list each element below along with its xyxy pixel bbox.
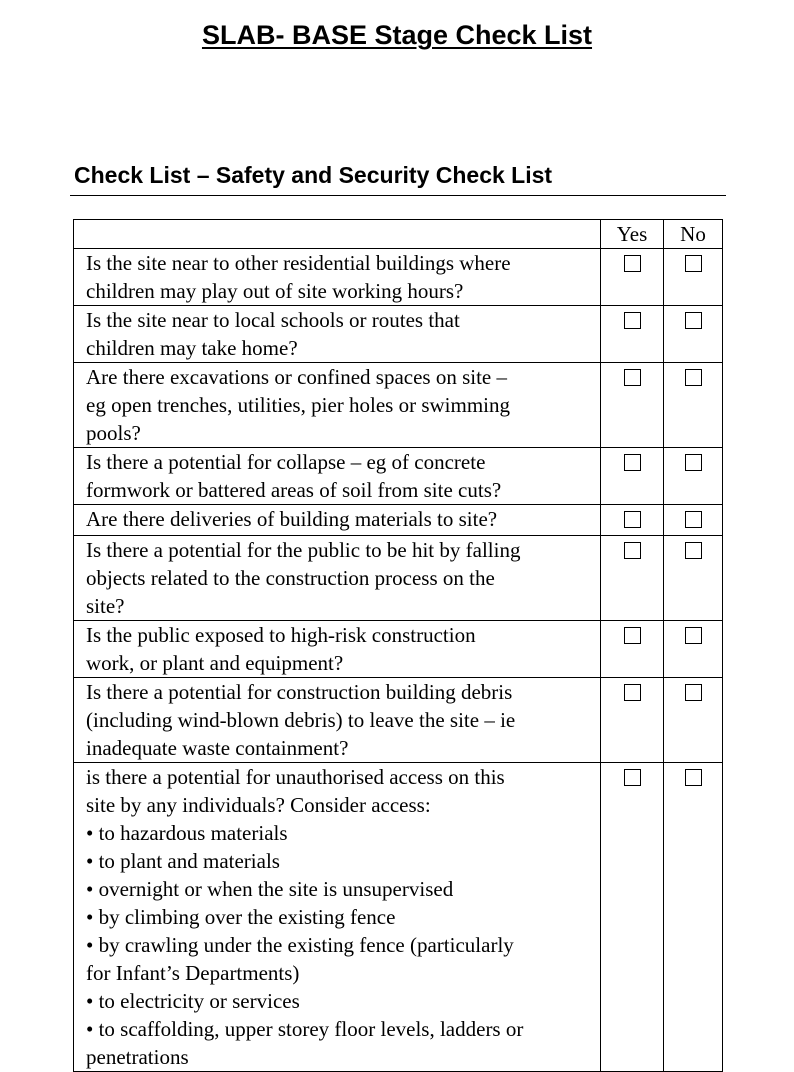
- question-line: Are there deliveries of building materials to site?: [86, 507, 498, 531]
- header-question: [74, 220, 601, 249]
- no-checkbox[interactable]: [685, 769, 702, 786]
- header-row: [74, 220, 723, 249]
- yes-checkbox[interactable]: [624, 627, 641, 644]
- yes-checkbox[interactable]: [624, 542, 641, 559]
- question-cell: [74, 363, 601, 448]
- question-line: formwork or battered areas of soil from site cuts?: [86, 478, 502, 502]
- yes-cell: [601, 678, 664, 763]
- no-cell: [664, 505, 723, 536]
- yes-checkbox[interactable]: [624, 769, 641, 786]
- no-cell: [664, 306, 723, 363]
- question-cell: [74, 249, 601, 306]
- yes-checkbox[interactable]: [624, 369, 641, 386]
- question-line: Is there a potential for construction building debris: [86, 680, 513, 704]
- no-checkbox[interactable]: [685, 255, 702, 272]
- yes-cell: [601, 448, 664, 505]
- question-cell: [74, 505, 601, 536]
- question-line: • to scaffolding, upper storey floor levels, ladders or: [86, 1017, 524, 1041]
- yes-checkbox[interactable]: [624, 684, 641, 701]
- question-line: • by crawling under the existing fence (particularly: [86, 933, 514, 957]
- question-line: children may play out of site working hours?: [86, 279, 464, 303]
- table-row: [74, 678, 723, 763]
- yes-cell: [601, 536, 664, 621]
- no-cell: [664, 763, 723, 1072]
- question-line: • overnight or when the site is unsupervised: [86, 877, 454, 901]
- yes-cell: [601, 505, 664, 536]
- table-row: [74, 536, 723, 621]
- question-line: is there a potential for unauthorised access on this: [86, 765, 505, 789]
- question-line: • to electricity or services: [86, 989, 300, 1013]
- question-line: objects related to the construction process on the: [86, 566, 495, 590]
- yes-cell: [601, 763, 664, 1072]
- no-checkbox[interactable]: [685, 454, 702, 471]
- question-line: eg open trenches, utilities, pier holes or swimming: [86, 393, 510, 417]
- question-line: • by climbing over the existing fence: [86, 905, 396, 929]
- yes-cell: [601, 306, 664, 363]
- table-row: [74, 249, 723, 306]
- question-cell: [74, 678, 601, 763]
- header-no: No: [664, 220, 723, 249]
- no-cell: [664, 621, 723, 678]
- table-row: [74, 363, 723, 448]
- yes-checkbox[interactable]: [624, 255, 641, 272]
- question-line: Is there a potential for collapse – eg of concrete: [86, 450, 486, 474]
- table-row: [74, 306, 723, 363]
- question-line: site?: [86, 594, 125, 618]
- table-row: [74, 505, 723, 536]
- question-cell: [74, 621, 601, 678]
- no-checkbox[interactable]: [685, 511, 702, 528]
- no-checkbox[interactable]: [685, 627, 702, 644]
- section-divider: [70, 195, 726, 196]
- document-title: SLAB- BASE Stage Check List: [201, 20, 593, 50]
- yes-checkbox[interactable]: [624, 312, 641, 329]
- question-line: • to hazardous materials: [86, 821, 288, 845]
- question-line: pools?: [86, 421, 141, 445]
- table-row: [74, 763, 723, 1072]
- yes-cell: [601, 249, 664, 306]
- no-checkbox[interactable]: [685, 369, 702, 386]
- question-line: Are there excavations or confined spaces on site –: [86, 365, 508, 389]
- section-title: Check List – Safety and Security Check List: [74, 162, 553, 188]
- table-row: [74, 448, 723, 505]
- question-line: work, or plant and equipment?: [86, 651, 344, 675]
- question-line: site by any individuals? Consider access:: [86, 793, 431, 817]
- no-checkbox[interactable]: [685, 312, 702, 329]
- question-cell: [74, 448, 601, 505]
- question-line: inadequate waste containment?: [86, 736, 349, 760]
- no-checkbox[interactable]: [685, 542, 702, 559]
- header-yes: Yes: [601, 220, 664, 249]
- table-row: [74, 621, 723, 678]
- yes-cell: [601, 363, 664, 448]
- question-line: children may take home?: [86, 336, 298, 360]
- no-cell: [664, 249, 723, 306]
- no-cell: [664, 536, 723, 621]
- checklist-table: [73, 219, 723, 1072]
- question-cell: [74, 306, 601, 363]
- question-line: Is the site near to local schools or routes that: [86, 308, 460, 332]
- question-cell: [74, 536, 601, 621]
- checklist-body: [74, 249, 723, 1072]
- no-checkbox[interactable]: [685, 684, 702, 701]
- yes-checkbox[interactable]: [624, 511, 641, 528]
- question-line: for Infant’s Departments): [86, 961, 300, 985]
- question-line: Is there a potential for the public to be hit by falling: [86, 538, 521, 562]
- question-cell: [74, 763, 601, 1072]
- yes-cell: [601, 621, 664, 678]
- no-cell: [664, 363, 723, 448]
- question-line: penetrations: [86, 1045, 189, 1069]
- question-line: Is the site near to other residential buildings where: [86, 251, 511, 275]
- no-cell: [664, 448, 723, 505]
- question-line: (including wind-blown debris) to leave the site – ie: [86, 708, 516, 732]
- no-cell: [664, 678, 723, 763]
- question-line: Is the public exposed to high-risk construction: [86, 623, 476, 647]
- question-line: • to plant and materials: [86, 849, 280, 873]
- yes-checkbox[interactable]: [624, 454, 641, 471]
